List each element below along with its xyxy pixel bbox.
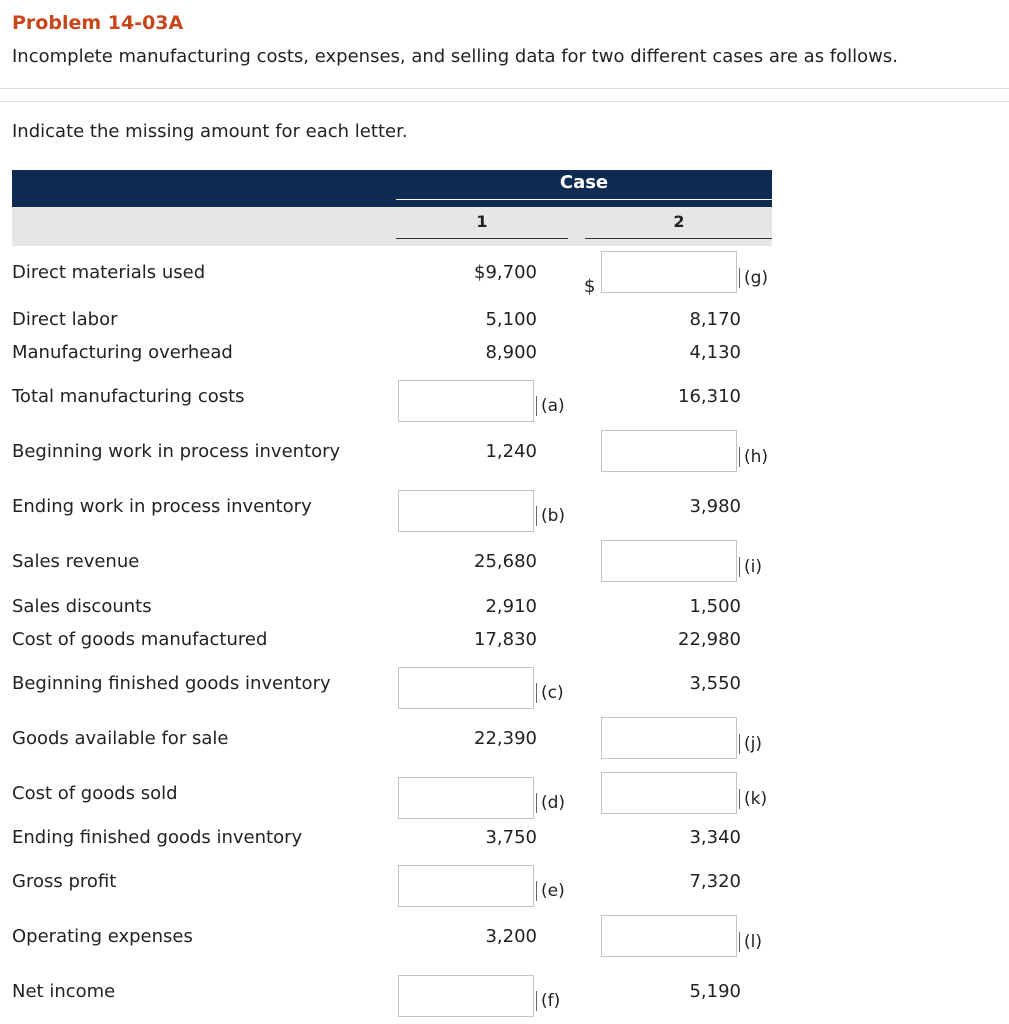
answer-input-case-2[interactable] [601, 915, 737, 957]
answer-input-case-2[interactable] [601, 717, 737, 759]
case-1-value: 22,390 [474, 728, 537, 749]
answer-input-case-1[interactable] [398, 975, 534, 1017]
case-1-value: 8,900 [485, 342, 537, 363]
answer-letter: (j) [739, 734, 762, 754]
answer-letter: (b) [536, 506, 565, 526]
case-2-value: 8,170 [689, 309, 741, 330]
case-2-value: 7,320 [689, 871, 741, 892]
row-label: Direct materials used [12, 262, 206, 283]
row-label: Cost of goods manufactured [12, 629, 268, 650]
column-rule-case-2 [585, 238, 772, 239]
row-label: Ending work in process inventory [12, 496, 312, 517]
answer-input-case-1[interactable] [398, 865, 534, 907]
problem-intro: Incomplete manufacturing costs, expenses, and selling data for two different cases are as follows. [12, 46, 898, 67]
row-label: Beginning finished goods inventory [12, 673, 331, 694]
answer-letter: (g) [739, 268, 768, 288]
case-1-value: 5,100 [485, 309, 537, 330]
case-1-value: 3,200 [485, 926, 537, 947]
answer-letter: (f) [536, 991, 560, 1011]
case-2-value: 1,500 [689, 596, 741, 617]
case-1-value: 1,240 [485, 441, 537, 462]
row-label: Beginning work in process inventory [12, 441, 341, 462]
case-1-value: 17,830 [474, 629, 537, 650]
case-header-label: Case [559, 172, 609, 193]
case-header-rule [396, 199, 772, 200]
case-2-value: 22,980 [678, 629, 741, 650]
case-1-value: 2,910 [485, 596, 537, 617]
case-1-value: $9,700 [474, 262, 537, 283]
column-header-case-2: 2 [673, 212, 685, 231]
answer-letter: (c) [536, 683, 564, 703]
answer-input-case-1[interactable] [398, 490, 534, 532]
answer-letter: (a) [536, 396, 565, 416]
answer-input-case-2[interactable] [601, 540, 737, 582]
case-2-value: 3,980 [689, 496, 741, 517]
answer-letter: (k) [739, 789, 767, 809]
case-2-value: 3,550 [689, 673, 741, 694]
row-label: Direct labor [12, 309, 118, 330]
answer-input-case-1[interactable] [398, 667, 534, 709]
divider [0, 101, 1009, 102]
instruction-text: Indicate the missing amount for each letter. [12, 121, 408, 142]
answer-letter: (l) [739, 932, 762, 952]
answer-input-case-2[interactable] [601, 772, 737, 814]
answer-letter: (e) [536, 881, 565, 901]
row-label: Manufacturing overhead [12, 342, 233, 363]
column-header-case-1: 1 [476, 212, 488, 231]
row-label: Ending finished goods inventory [12, 827, 303, 848]
row-label: Operating expenses [12, 926, 193, 947]
row-label: Gross profit [12, 871, 117, 892]
answer-input-case-2[interactable] [601, 251, 737, 293]
row-label: Total manufacturing costs [12, 386, 245, 407]
row-label: Sales revenue [12, 551, 140, 572]
answer-input-case-1[interactable] [398, 777, 534, 819]
row-label: Goods available for sale [12, 728, 229, 749]
table-header-case [12, 170, 772, 207]
case-1-value: 3,750 [485, 827, 537, 848]
dollar-sign: $ [584, 276, 596, 297]
answer-input-case-2[interactable] [601, 430, 737, 472]
case-1-value: 25,680 [474, 551, 537, 572]
case-2-value: 3,340 [689, 827, 741, 848]
answer-letter: (d) [536, 793, 565, 813]
divider [0, 88, 1009, 89]
row-label: Cost of goods sold [12, 783, 178, 804]
answer-input-case-1[interactable] [398, 380, 534, 422]
problem-title: Problem 14-03A [12, 12, 184, 34]
table-header-columns [12, 207, 772, 246]
answer-letter: (h) [739, 447, 768, 467]
column-rule-case-1 [396, 238, 568, 239]
case-2-value: 4,130 [689, 342, 741, 363]
case-2-value: 16,310 [678, 386, 741, 407]
answer-letter: (i) [739, 557, 762, 577]
case-2-value: 5,190 [689, 981, 741, 1002]
row-label: Sales discounts [12, 596, 152, 617]
row-label: Net income [12, 981, 116, 1002]
